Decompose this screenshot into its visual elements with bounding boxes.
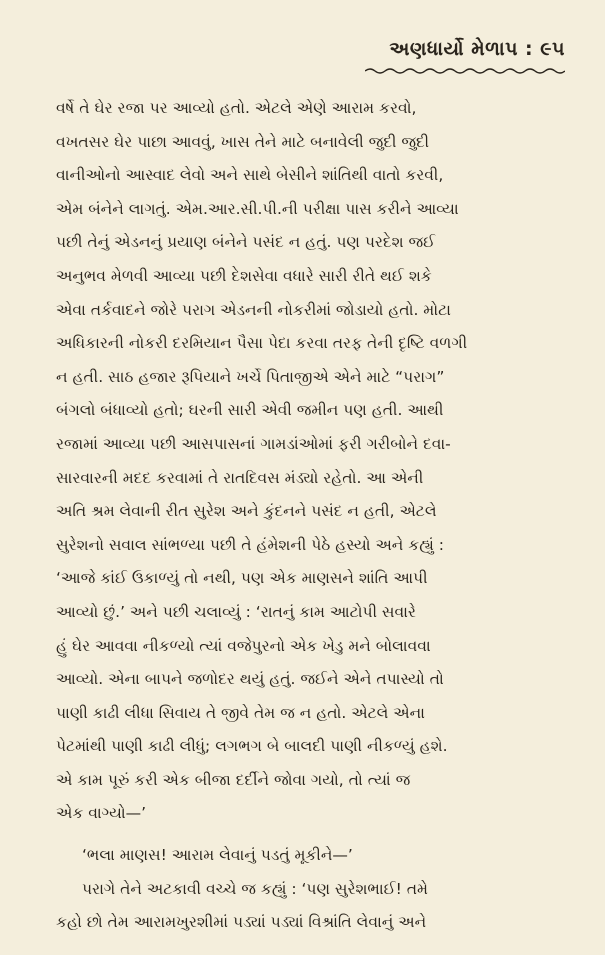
paragraph-line: એ કામ પૂરું કરી એક બીજા દર્દીને જોવા ગયો, તો ત્યાં જ (56, 770, 411, 789)
paragraph-line: રજામાં આવ્યા પછી આસપાસનાં ગામડાંઓમાં ફરી ગરીબોને દવા- (56, 434, 451, 453)
paragraph-line: કહો છો તેમ આરામખુરશીમાં પડ્યાં પડ્યાં વિશ્રાંતિ લેવાનું અને (56, 913, 427, 932)
paragraph-line: એવા તર્કવાદને જોરે પરાગ એડનની નોકરીમાં જોડાયો હતો. મોટા (56, 300, 451, 319)
paragraph-line: બંગલો બંધાવ્યો હતો; ઘરની સારી એવી જમીન પણ હતી. આથી (56, 401, 444, 420)
paragraph-line: એક વાગ્યો—’ (56, 804, 147, 823)
paragraph-line: સારવારની મદદ કરવામાં તે રાતદિવસ મંડ્યો રહેતો. આ એની (56, 468, 424, 487)
body-text (56, 92, 576, 940)
paragraph-line: એમ બંનેને લાગતું. એમ.આર.સી.પી.ની પરીક્ષા પાસ કરીને આવ્યા (56, 199, 459, 218)
paragraph-line: વર્ષે તે ઘેર રજા પર આવ્યો હતો. એટલે એણે આરામ કરવો, (56, 99, 417, 117)
paragraph-line: ન હતી. સાઠ હજાર રૂપિયાને ખર્ચે પિતાજીએ એને માટે “પરાગ” (56, 367, 445, 386)
paragraph-line: અધિકારની નોકરી દરમિયાન પૈસા પેદા કરવા તરફ તેની દૃષ્ટિ વળગી (56, 334, 468, 353)
paragraph-line: વખતસર ઘેર પાછા આવવું, ખાસ તેને માટે બનાવેલી જુદી જુદી (56, 132, 430, 151)
paragraph-line: પછી તેનું એડનનું પ્રયાણ બંનેને પસંદ ન હતું. પણ પરદેશ જઈ (56, 233, 436, 252)
page-header (365, 38, 565, 79)
paragraph-line: આવ્યો છું.’ અને પછી ચલાવ્યું : ‘રાતનું કામ આટોપી સવારે (56, 602, 416, 621)
paragraph-line: ‘આજે કાંઈ ઉકાળ્યું તો નથી, પણ એક માણસને શાંતિ આપી (56, 569, 428, 588)
paragraph-line: અતિ શ્રમ લેવાની રીત સુરેશ અને કુંદનને પસંદ ન હતી, એટલે (56, 502, 437, 521)
paragraph-line: વાનીઓનો આસ્વાદ લેવો અને સાથે બેસીને શાંતિથી વાતો કરવી, (56, 166, 444, 185)
dialogue-line: ‘ભલા માણસ! આરામ લેવાનું પડતું મૂકીને—’ (82, 846, 353, 865)
paragraph-line: પેટમાંથી પાણી કાઢી લીધું; લગભગ બે બાલદી પાણી નીકળ્યું હશે. (56, 737, 448, 756)
paragraph-line: સુરેશનો સવાલ સાંભળ્યા પછી તે હંમેશની પેઠે હસ્યો અને કહ્યું : (56, 535, 444, 554)
paragraph-line: પાણી કાઢી લીધા સિવાય તે જીવે તેમ જ ન હતો. એટલે એના (56, 703, 425, 722)
dialogue-line: પરાગે તેને અટકાવી વચ્ચે જ કહ્યું : ‘પણ સુરેશભાઈ! તમે (82, 879, 428, 898)
running-head-title: અણધાર્યો મેળાપ : ૯૫ (389, 38, 565, 60)
wavy-rule-ornament (365, 67, 565, 75)
paragraph-line: અનુભવ મેળવી આવ્યા પછી દેશસેવા વધારે સારી રીતે થઈ શકે (56, 266, 432, 285)
paragraph-line: આવ્યો. એના બાપને જળોદર થયું હતું. જઈને એને તપાસ્યો તો (56, 670, 444, 689)
paragraph-line: હું ઘેર આવવા નીકળ્યો ત્યાં વજેપુરનો એક ખેડુ મને બોલાવવા (56, 636, 431, 655)
